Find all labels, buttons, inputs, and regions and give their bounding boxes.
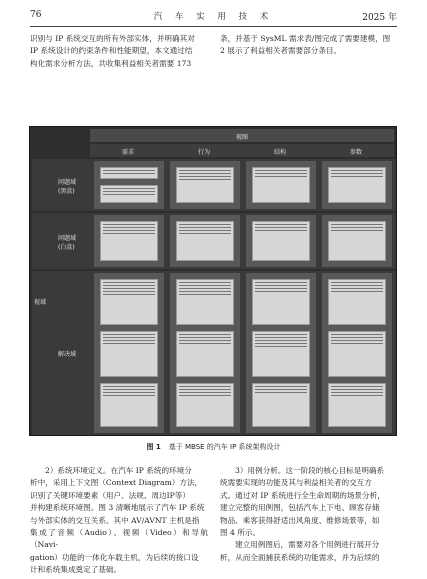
- text-line: 2）系统环境定义。在汽车 IP 系统的环境分: [45, 466, 192, 475]
- row-label: 问题域 (白盒): [58, 235, 77, 251]
- element-block: [252, 279, 310, 325]
- top-left-column: [30, 33, 208, 70]
- row-label: 问题域 (黑盒): [58, 179, 77, 195]
- element-block: [328, 383, 386, 427]
- element-block: [252, 331, 310, 377]
- column-header: 需求: [121, 149, 134, 156]
- text-line: 物品、乘客获得舒适出风角度、维修场景等，如: [220, 515, 380, 525]
- element-block: [176, 167, 234, 203]
- element-block: [252, 383, 310, 427]
- page-header: [0, 10, 427, 24]
- text-line: 析，从而全面捕获系统的功能需求，并为后续的: [220, 552, 380, 562]
- element-block: [176, 331, 234, 377]
- column-header: 行为: [197, 149, 210, 156]
- element-block: [252, 221, 310, 261]
- text-line: 与外部实体的交互关系。其中 AV/AVNT 主机是指: [30, 515, 200, 525]
- column-header: 参数: [349, 149, 362, 156]
- element-block: [100, 331, 158, 377]
- header-rule: [30, 26, 397, 27]
- bottom-right-column: [220, 465, 398, 564]
- text-line: 式。通过对 IP 系统进行全生命周期的场景分析，: [220, 490, 385, 500]
- element-block: [176, 383, 234, 427]
- text-line: 构化需求分析方法，共收集利益相关者需要 173: [30, 58, 192, 68]
- figure-caption-text: 基于 MBSE 的汽车 IP 系统架构设计: [168, 443, 281, 451]
- journal-name: 汽 车 实 用 技 术: [153, 12, 274, 22]
- left-view-label: 视域: [34, 299, 47, 306]
- top-right-column: [220, 33, 398, 58]
- text-line: gation）功能的一体化车载主机，为后续的接口设: [30, 552, 199, 562]
- element-block: [176, 279, 234, 325]
- element-block: [328, 331, 386, 377]
- year: 2025 年: [362, 13, 397, 23]
- element-block: [328, 279, 386, 325]
- element-block: [100, 185, 158, 203]
- text-line: 建立用例图后，需要对各个用例进行展开分: [235, 540, 380, 550]
- text-line: 建立完整的用例图，包括汽车上下电、顾客存储: [220, 503, 380, 513]
- element-block: [328, 221, 386, 261]
- text-line: 识别了关键环境要素（用户、法规、周边IP等）: [30, 490, 190, 500]
- text-line: IP 系统设计的约束条件和性能期望，本文通过结: [30, 46, 193, 56]
- text-line: 统需要实现的功能及其与利益相关者的交互方: [220, 478, 372, 488]
- text-line: 2 展示了利益相关者需要部分条目。: [220, 46, 342, 56]
- text-line: 计和系统集成奠定了基础。: [30, 565, 122, 575]
- text-line: 析中，采用上下文图（Context Diagram）方法，: [30, 478, 203, 488]
- element-block: [328, 167, 386, 203]
- text-line: 图 4 所示。: [220, 528, 261, 538]
- element-block: [100, 221, 158, 261]
- text-line: 并构建系统环境图。图 3 清晰地展示了汽车 IP 系统: [30, 503, 205, 513]
- text-line: 条，并基于 SysML 需求表/图完成了需要建模，图: [220, 34, 391, 43]
- element-block: [252, 167, 310, 203]
- figure-title-bar: [90, 129, 394, 142]
- element-block: [100, 279, 158, 325]
- architecture-figure: [29, 126, 397, 436]
- row-label: 解决域: [58, 351, 77, 358]
- figure-caption: [0, 442, 427, 452]
- page-number: 76: [30, 10, 42, 20]
- column-header: 结构: [273, 149, 286, 156]
- text-line: 识别与 IP 系统交互的所有外部实体，并明确其对: [30, 34, 195, 43]
- figure-title: 视图: [235, 134, 248, 141]
- figure-number: 图 1: [146, 443, 161, 451]
- bottom-left-column: [30, 465, 208, 577]
- text-line: 3）用例分析。这一阶段的核心目标是明确系: [235, 466, 385, 475]
- element-block: [100, 383, 158, 427]
- element-block: [176, 221, 234, 261]
- text-line: 集成了音频（Audio）、视频（Video）和导航（Navi-: [30, 528, 208, 550]
- element-block: [100, 167, 158, 179]
